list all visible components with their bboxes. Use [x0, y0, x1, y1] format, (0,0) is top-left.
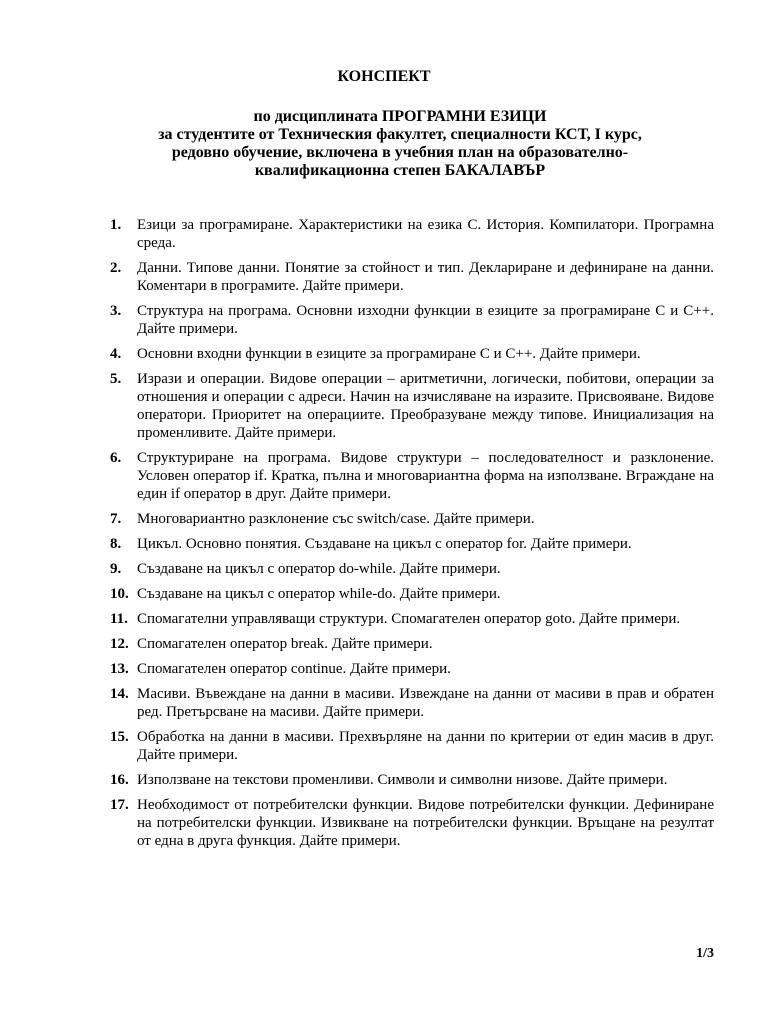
topic-item: [110, 660, 714, 678]
subtitle-line: квалификационна степен БАКАЛАВЪР: [254, 162, 546, 179]
topic-item: [110, 510, 714, 528]
topic-number: 5.: [110, 371, 122, 387]
topic-item: [110, 685, 714, 721]
topic-item: [110, 535, 714, 553]
topic-item: [110, 370, 714, 442]
topic-item: [110, 796, 714, 850]
topic-text: Създаване на цикъл с оператор while-do. Дайте примери.: [137, 586, 501, 602]
topic-number: 13.: [110, 661, 129, 677]
topic-text: Спомагателен оператор continue. Дайте примери.: [137, 661, 451, 677]
topic-number: 8.: [110, 536, 122, 552]
topic-text: Масиви. Въвеждане на данни в масиви. Извеждане на данни от масиви в прав и обратен ред. Претърсване на масиви. Дайте примери.: [137, 686, 714, 720]
topic-text: Необходимост от потребителски функции. Видове потребителски функции. Дефиниране на потребителски функции. Извикване на потребителски функции. Връщане на резултат от една в друга функция. Дайте примери.: [137, 797, 714, 849]
topic-text: Структуриране на програма. Видове структури – последователност и разклонение. Условен оператор if. Кратка, пълна и многовариантна форма на използване. Вграждане на един if оператор в друг. Дайте примери.: [137, 450, 714, 502]
topic-text: Езици за програмиране. Характеристики на езика С. История. Компилатори. Програмна среда.: [137, 217, 714, 251]
document-subtitle: [100, 108, 700, 180]
subtitle-line: по дисциплината ПРОГРАМНИ ЕЗИЦИ: [253, 108, 547, 125]
page-number: 1/3: [696, 946, 714, 961]
topic-item: [110, 302, 714, 338]
topic-number: 16.: [110, 772, 129, 788]
topic-text: Структура на програма. Основни изходни функции в езиците за програмиране С и С++. Дайте примери.: [137, 303, 714, 337]
topic-number: 7.: [110, 511, 122, 527]
topic-number: 12.: [110, 636, 129, 652]
topic-item: [110, 728, 714, 764]
topic-text: Многовариантно разклонение със switch/case. Дайте примери.: [137, 511, 535, 527]
topic-text: Данни. Типове данни. Понятие за стойност и тип. Деклариране и дефиниране на данни. Коментари в програмите. Дайте примери.: [137, 260, 714, 294]
topic-number: 15.: [110, 729, 129, 745]
subtitle-line: редовно обучение, включена в учебния план на образователно-: [171, 144, 629, 161]
topic-number: 6.: [110, 450, 122, 466]
topic-text: Спомагателен оператор break. Дайте примери.: [137, 636, 433, 652]
topic-number: 3.: [110, 303, 122, 319]
topic-number: 2.: [110, 260, 122, 276]
topic-number: 4.: [110, 346, 122, 362]
topic-number: 11.: [110, 611, 128, 627]
topic-item: [110, 259, 714, 295]
topic-text: Изрази и операции. Видове операции – аритметични, логически, побитови, операции за отношения и операции с адреси. Начин на изчисляване на изразите. Присвояване. Видове оператори. Приоритет на операциите. Преобразуване между типове. Инициализация на променливите. Дайте примери.: [137, 371, 714, 441]
topic-text: Цикъл. Основно понятия. Създаване на цикъл с оператор for. Дайте примери.: [137, 536, 632, 552]
topic-item: [110, 216, 714, 252]
topic-number: 9.: [110, 561, 122, 577]
topic-item: [110, 345, 714, 363]
topic-number: 10.: [110, 586, 129, 602]
topic-list: [110, 216, 714, 857]
topic-number: 1.: [110, 217, 122, 233]
topic-number: 14.: [110, 686, 129, 702]
topic-item: [110, 585, 714, 603]
document-title: КОНСПЕКТ: [337, 68, 431, 85]
topic-text: Обработка на данни в масиви. Прехвърляне на данни по критерии от един масив в друг. Дайте примери.: [137, 729, 714, 763]
topic-text: Спомагателни управляващи структури. Спомагателен оператор goto. Дайте примери.: [137, 611, 681, 627]
topic-number: 17.: [110, 797, 129, 813]
subtitle-line: за студентите от Техническия факултет, специалности КСТ, I курс,: [158, 126, 642, 143]
topic-text: Използване на текстови променливи. Символи и символни низове. Дайте примери.: [137, 772, 668, 788]
topic-text: Създаване на цикъл с оператор do-while. Дайте примери.: [137, 561, 501, 577]
topic-item: [110, 560, 714, 578]
topic-item: [110, 610, 714, 628]
topic-item: [110, 771, 714, 789]
topic-item: [110, 449, 714, 503]
topic-item: [110, 635, 714, 653]
topic-text: Основни входни функции в езиците за програмиране С и С++. Дайте примери.: [137, 346, 641, 362]
